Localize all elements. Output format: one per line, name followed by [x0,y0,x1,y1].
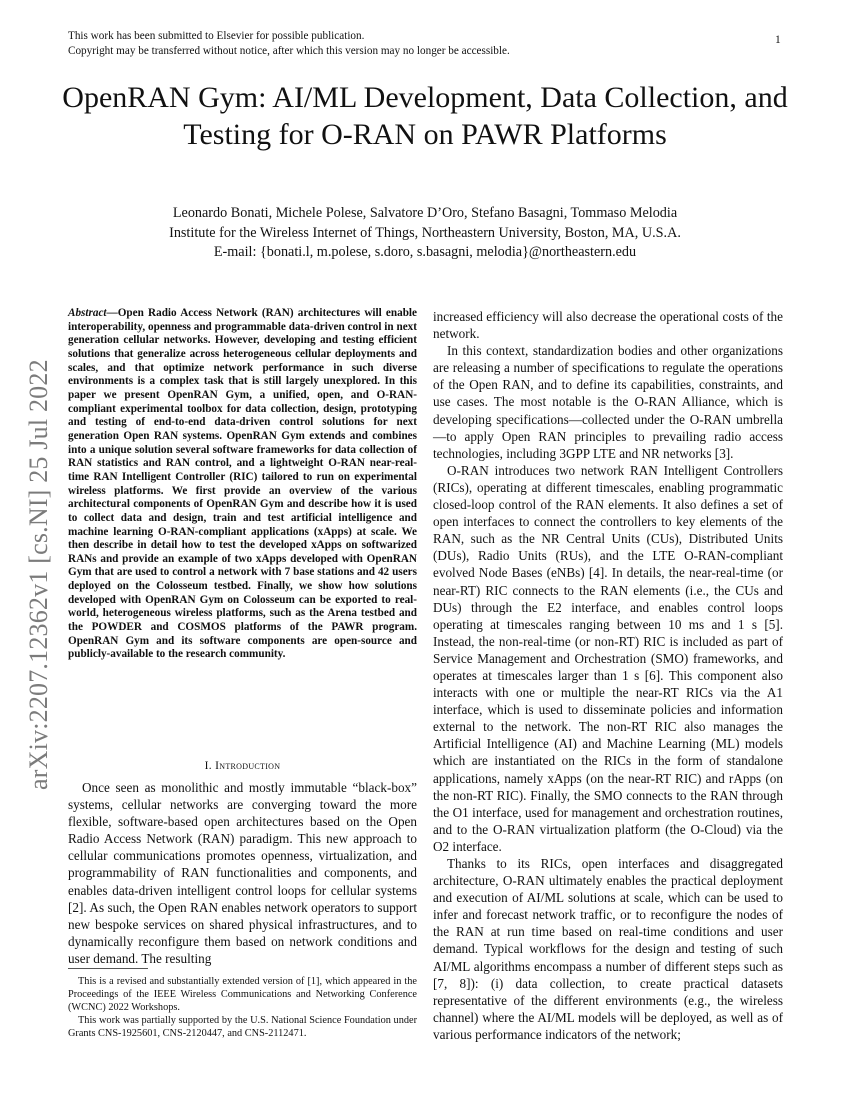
arxiv-id-text: arXiv:2207.12362v1 [cs.NI] 25 Jul 2022 [24,359,53,790]
abstract-label: Abstract [68,307,107,319]
author-affiliation: Institute for the Wireless Internet of Things, Northeastern University, Boston, MA, U.S.A. [169,224,681,241]
abstract [68,307,417,662]
notice-line-1: This work has been submitted to Elsevier for possible publication. [68,30,365,42]
footnote-2: This work was partially supported by the U.S. National Science Foundation under Grants CNS-1925601, CNS-2120447, and CNS-2112471. [68,1014,417,1039]
intro-continuation: increased efficiency will also decrease the operational costs of the network. [433,309,783,342]
arxiv-watermark [24,310,64,790]
footnote-1: This is a revised and substantially extended version of [1], which appeared in the Proceedings of the IEEE Wireless Communications and Networking Conference (WCNC) 2022 Workshops. [68,976,417,1013]
author-block [60,204,790,263]
intro-paragraph-2: In this context, standardization bodies and other organizations are releasing a number of specifications to regulate the operations of the Open RAN, and to define its capabilities, constraints, and use cases. The most notable is the O-RAN Alliance, which is developing specifications—collected under the O-RAN umbrella—to apply Open RAN principles to prevailing radio access technologies, including 3GPP LTE and NR networks [3]. [433,343,783,461]
intro-paragraph-4: Thanks to its RICs, open interfaces and disaggregated architecture, O-RAN ultimately enables the practical deployment and execution of AI/ML solutions at scale, which can be used to infer and forecast network traffic, or to reconfigure the nodes of the RAN at run time based on real-time conditions and user demand. Typical workflows for the design and testing of such AI/ML algorithms encompass a number of different steps such as [7, 8]): (i) data collection, to create practical datasets representative of the different environments (e.g., the wireless channel) where the AI/ML models will be deployed, as well as of various performance indicators of the network; [433,856,783,1042]
submission-notice [68,29,510,59]
abstract-text: —Open Radio Access Network (RAN) architectures will enable interoperability, openness and programmable data-driven control in next generation cellular networks. However, developing and testing efficient solutions that generalize across heterogeneous cellular deployments and scales, and that optimize network performance in such diverse environments is a complex task that is still largely unexplored. In this paper we present OpenRAN Gym, a unified, open, and O-RAN-compliant experimental toolbox for data collection, design, prototyping and testing of end-to-end data-driven control solutions for next generation Open RAN systems. OpenRAN Gym extends and combines into a unique solution several software frameworks for data collection of RAN statistics and RAN control, and a lightweight O-RAN near-real-time RAN Intelligent Controller (RIC) tailored to run on experimental wireless platforms. We first provide an overview of the various architectural components of OpenRAN Gym and describe how it is used to collect data and design, train and test artificial intelligence and machine learning O-RAN-compliant applications (xApps) at scale. We then describe in detail how to test the developed xApps on softwarized RANs and provide an example of two xApps developed with OpenRAN Gym that are used to control a network with 7 base stations and 42 users deployed on the Colosseum testbed. Finally, we show how solutions developed with OpenRAN Gym on Colosseum can be exported to real-world, heterogeneous wireless platforms, such as the Arena testbed and the POWDER and COSMOS platforms of the PAWR program. OpenRAN Gym and its software components are open-source and publicly-available to the research community. [68,307,417,661]
author-names: Leonardo Bonati, Michele Polese, Salvatore D’Oro, Stefano Basagni, Tommaso Melodia [172,205,678,221]
section-heading-introduction: I. Introduction [204,760,281,772]
footnote-separator [68,968,148,969]
notice-line-2: Copyright may be transferred without notice, after which this version may no longer be accessible. [68,45,510,57]
paper-title: OpenRAN Gym: AI/ML Development, Data Collection, and Testing for O-RAN on PAWR Platforms [62,81,788,151]
introduction-body [68,779,417,967]
intro-paragraph-3: O-RAN introduces two network RAN Intelligent Controllers (RICs), operating at different timescales, enabling programmatic closed-loop control of the RAN elements. It also defines a set of open interfaces to connect the controllers to key elements of the RAN, such as the NR Central Units (CUs), Distributed Units (DUs), Radio Units (RUs), and the LTE O-RAN-compliant evolved Node Bases (eNBs) [4]. In details, the near-real-time (or near-RT) RIC connects to the RAN elements (i.e., the CUs and DUs) through the E2 interface, and enables control loops operating at timescales ranging between 10 ms and 1 s [5]. Instead, the non-real-time (or non-RT) RIC is included as part of Service Management and Orchestration (SMO) frameworks, and operates at timescales larger than 1 s [6]. This component also interacts with one or multiple the near-RT RICs via the A1 interface, which is used to disseminate policies and information external to the network. The non-RT RIC also manages the Artificial Intelligence (AI) and Machine Learning (ML) models which are instantiated on the RICs in the form of standalone applications, namely xApps (on the near-RT RIC) and rApps (on the non-RT RIC). Finally, the SMO connects to the RAN through the O1 interface, used for management and orchestration routines, and to the O-RAN virtualization platform (the O-Cloud) via the O2 interface. [433,462,783,854]
intro-paragraph-1: Once seen as monolithic and mostly immutable “black-box” systems, cellular networks are converging toward the more flexible, software-based open architectures based on the Open Radio Access Network (RAN) paradigm. This new approach to cellular communications promotes openness, virtualization, and programmability of RAN functionalities and components, and enables data-driven intelligent control loops for cellular systems [2]. As such, the Open RAN enables network operators to support new bespoke services on shared physical infrastructures, and to dynamically reconfigure them based on network conditions and user demand. The resulting [68,780,417,966]
page-number: 1 [775,34,781,46]
right-column [433,308,783,1043]
author-email: E-mail: {bonati.l, m.polese, s.doro, s.basagni, melodia}@northeastern.edu [213,244,637,260]
footnotes [68,976,417,1041]
